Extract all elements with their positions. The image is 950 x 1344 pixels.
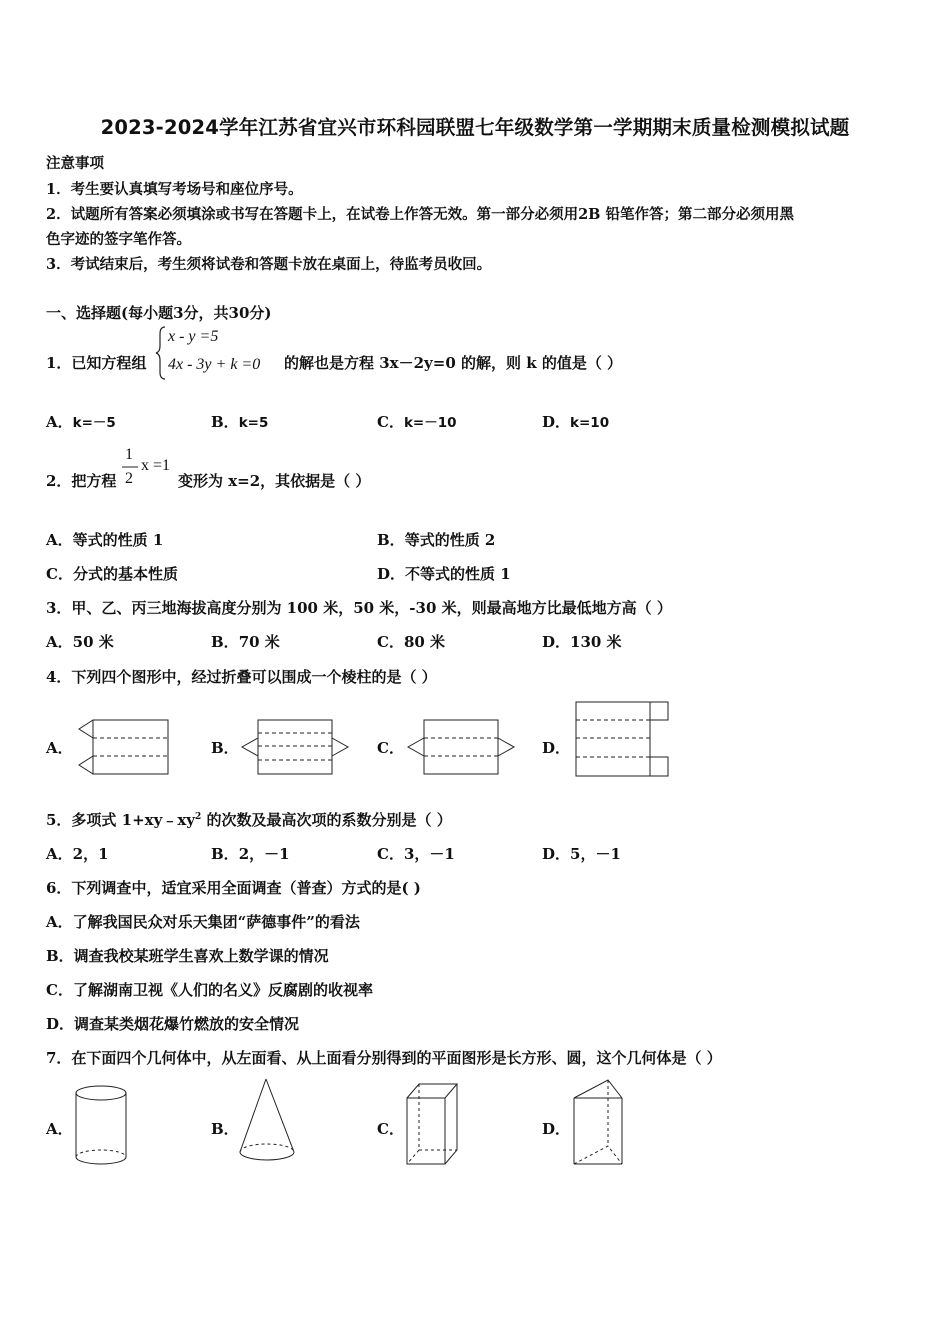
q6-option-d: D．调查某类烟花爆竹燃放的安全情况 bbox=[46, 1015, 300, 1033]
q6-text: 6．下列调查中，适宜采用全面调查（普查）方式的是( ) bbox=[46, 879, 421, 897]
q3-option-a: A．50 米 bbox=[46, 633, 114, 651]
notice-item: 2．试题所有答案必须填涂或书写在答题卡上，在试卷上作答无效。第一部分必须用2B 铅笔作答；第二部分必须用黑 bbox=[46, 206, 794, 223]
q5-text: 5．多项式 $1+xy﹣xy^2$ 的次数及最高次项的系数分别是（ ） bbox=[46, 811, 452, 829]
q3-option-b: B．70 米 bbox=[211, 633, 280, 651]
q2-option-a: A．等式的性质 1 bbox=[46, 531, 164, 549]
q3-option-d: D．130 米 bbox=[542, 633, 622, 651]
notice-heading: 注意事项 bbox=[46, 155, 104, 172]
q7-label-a: A． bbox=[46, 1120, 73, 1138]
q7-label-b: B． bbox=[211, 1120, 239, 1138]
q1-option-b: B．k=5 bbox=[211, 413, 269, 431]
q5-option-d: D．5，－1 bbox=[542, 845, 621, 863]
q2-option-c: C．分式的基本性质 bbox=[46, 565, 178, 583]
q5-option-b: B．2，－1 bbox=[211, 845, 290, 863]
cylinder-figure bbox=[72, 1083, 130, 1169]
q1-option-d: D．k=10 bbox=[542, 413, 610, 431]
q5-option-a: A．2，1 bbox=[46, 845, 109, 863]
q7-label-c: C． bbox=[377, 1120, 404, 1138]
q2-option-d: D．不等式的性质 1 bbox=[377, 565, 511, 583]
notice-item: 色字迹的签字笔作答。 bbox=[46, 231, 191, 248]
page-title: 2023-2024学年江苏省宜兴市环科园联盟七年级数学第一学期期末质量检测模拟试题 bbox=[100, 116, 850, 139]
q2-frac-den: 2 bbox=[125, 470, 133, 487]
net-figure-a bbox=[76, 718, 172, 778]
q2-frac-rest: x =1 bbox=[141, 457, 171, 474]
q2-suffix: 变形为 x=2，其依据是（ ） bbox=[178, 472, 371, 490]
q7-label-d: D． bbox=[542, 1120, 571, 1138]
q4-text: 4．下列四个图形中，经过折叠可以围成一个棱柱的是（ ） bbox=[46, 668, 437, 686]
q3-text: 3．甲、乙、丙三地海拔高度分别为 100 米，50 米，-30 米，则最高地方比最低地方高（ ） bbox=[46, 599, 672, 617]
q1-eq1: x - y =5 bbox=[168, 328, 219, 345]
cone-figure bbox=[236, 1076, 300, 1168]
q2-option-b: B．等式的性质 2 bbox=[377, 531, 496, 549]
net-figure-d bbox=[574, 700, 674, 778]
q1-eq2: 4x - 3y + k =0 bbox=[168, 356, 261, 373]
q6-option-c: C．了解湖南卫视《人们的名义》反腐剧的收视率 bbox=[46, 981, 373, 999]
q4-label-d: D． bbox=[542, 739, 571, 757]
q1-option-a: A．k=－5 bbox=[46, 413, 116, 431]
q1-suffix: 的解也是方程 3x－2y=0 的解，则 k 的值是（ ） bbox=[284, 354, 623, 372]
q6-option-a: A．了解我国民众对乐天集团“萨德事件”的看法 bbox=[46, 913, 360, 931]
net-figure-c bbox=[406, 718, 518, 778]
q7-text: 7．在下面四个几何体中，从左面看、从上面看分别得到的平面图形是长方形、圆，这个几何体是（ ） bbox=[46, 1049, 722, 1067]
q2-prefix: 2．把方程 bbox=[46, 472, 117, 490]
q6-option-b: B．调查我校某班学生喜欢上数学课的情况 bbox=[46, 947, 329, 965]
q1-prefix: 1．已知方程组 bbox=[46, 354, 147, 372]
section-heading: 一、选择题(每小题3分，共30分) bbox=[46, 304, 272, 322]
q4-label-a: A． bbox=[46, 739, 73, 757]
net-figure-b bbox=[240, 718, 352, 778]
q4-label-c: C． bbox=[377, 739, 404, 757]
fraction-bar bbox=[122, 466, 138, 468]
q2-frac-num: 1 bbox=[125, 446, 133, 463]
brace-icon bbox=[155, 326, 167, 380]
rectangular-prism-figure bbox=[402, 1080, 462, 1170]
q1-option-c: C．k=－10 bbox=[377, 413, 457, 431]
q3-option-c: C．80 米 bbox=[377, 633, 446, 651]
notice-item: 1．考生要认真填写考场号和座位序号。 bbox=[46, 181, 303, 198]
notice-item: 3．考试结束后，考生须将试卷和答题卡放在桌面上，待监考员收回。 bbox=[46, 256, 492, 273]
q4-label-b: B． bbox=[211, 739, 239, 757]
triangular-prism-figure bbox=[568, 1076, 630, 1168]
q5-option-c: C．3，－1 bbox=[377, 845, 455, 863]
